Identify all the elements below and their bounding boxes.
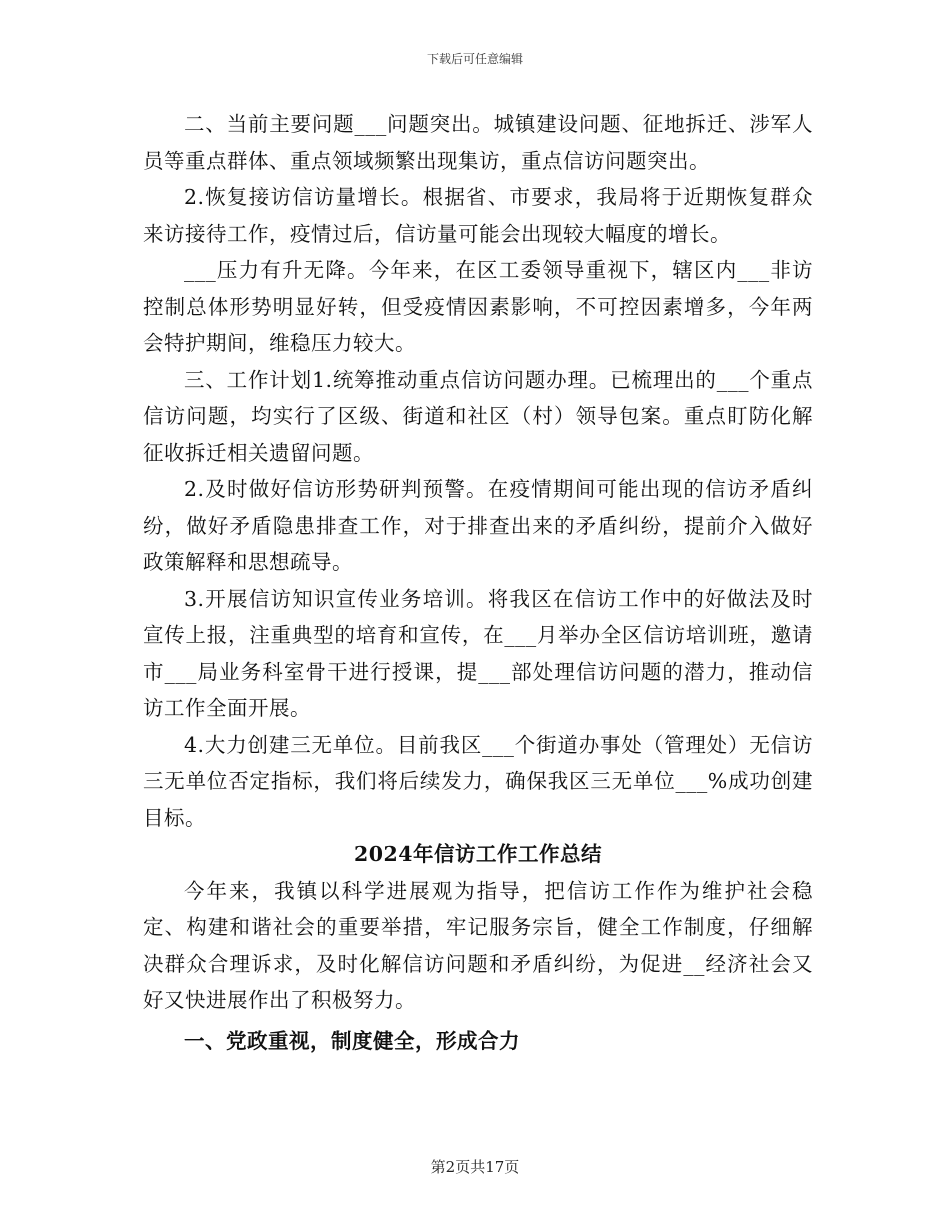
section-heading: 一、党政重视，制度健全，形成合力 (184, 1028, 520, 1053)
paragraph-work-plan-2: 2.及时做好信访形势研判预警。在疫情期间可能出现的信访矛盾纠纷，做好矛盾隐患排查工作，对于排查出来的矛盾纠纷，提前介入做好政策解释和思想疏导。 (143, 477, 813, 574)
document-title: 2024年信访工作工作总结 (353, 842, 603, 866)
page-header: 下载后可任意编辑 (426, 52, 523, 66)
paragraph-main-problems: 二、当前主要问题___问题突出。城镇建设问题、征地拆迁、涉军人员等重点群体、重点领域频繁出现集访，重点信访问题突出。 (143, 112, 813, 173)
paragraph-visits-increase: 2.恢复接访信访量增长。根据省、市要求，我局将于近期恢复群众来访接待工作，疫情过后，信访量可能会出现较大幅度的增长。 (143, 185, 813, 246)
paragraph-work-plan-1: 三、工作计划1.统筹推动重点信访问题办理。已梳理出的___个重点信访问题，均实行了区级、街道和社区（村）领导包案。重点盯防化解征收拆迁相关遗留问题。 (143, 367, 813, 465)
paragraph-work-plan-3: 3.开展信访知识宣传业务培训。将我区在信访工作中的好做法及时宣传上报，注重典型的培育和宣传，在___月举办全区信访培训班，邀请市___局业务科室骨干进行授课，提___部处理信访问题的潜力，推动信访工作全面开展。 (143, 586, 813, 720)
page-footer: 第2页共17页 (430, 1158, 520, 1176)
paragraph-intro: 今年来，我镇以科学进展观为指导，把信访工作作为维护社会稳定、构建和谐社会的重要举措，牢记服务宗旨，健全工作制度，仔细解决群众合理诉求，及时化解信访问题和矛盾纠纷，为促进__经济社会又好又快进展作出了积极努力。 (143, 878, 813, 1012)
document-body (143, 106, 813, 1059)
paragraph-stability-pressure: ___压力有升无降。今年来，在区工委领导重视下，辖区内___非访控制总体形势明显好转，但受疫情因素影响，不可控因素增多，今年两会特护期间，维稳压力较大。 (143, 258, 813, 355)
paragraph-work-plan-4: 4.大力创建三无单位。目前我区___个街道办事处（管理处）无信访三无单位否定指标，我们将后续发力，确保我区三无单位___%成功创建目标。 (143, 732, 813, 830)
